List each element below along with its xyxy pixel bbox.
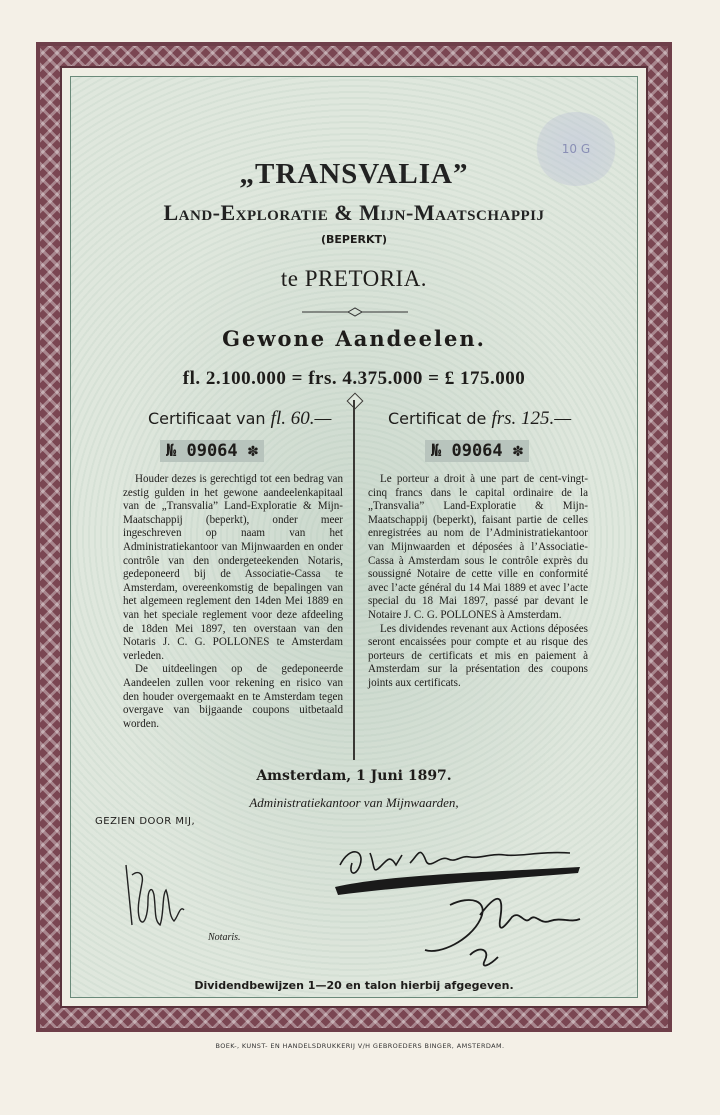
administration-office: Administratiekantoor van Mijnwaarden,	[249, 795, 459, 810]
certificate-number-fr: № 09064 ✽	[425, 440, 529, 462]
certificate-fr-value: frs. 125.—	[491, 408, 572, 429]
column-divider	[353, 400, 355, 760]
certificate-fr	[388, 408, 571, 430]
seen-by-label: GEZIEN DOOR MIJ,	[95, 816, 196, 827]
company-name: „TRANSVALIA”	[239, 158, 469, 190]
tax-stamp-value: 10 G	[561, 142, 591, 156]
ornament-divider	[300, 307, 410, 317]
capital-line: fl. 2.100.000 = frs. 4.375.000 = £ 175.000	[182, 368, 526, 389]
text-fr-paragraph: Les dividendes revenant aux Actions déposées seront encaissées pour compte et au risque des porteurs de certificats et mis en paiement à Amsterdam sur la présentation des coupons joints aux certificats.	[368, 622, 588, 689]
certificate-number-nl: № 09064 ✽	[160, 440, 264, 462]
company-limited: (BEPERKT)	[320, 233, 388, 246]
share-type: Gewone Aandeelen.	[222, 326, 486, 351]
certificate-nl-value: fl. 60.—	[270, 408, 332, 429]
text-column-fr	[368, 473, 588, 691]
text-nl-paragraph: Houder dezes is gerechtigd tot een bedrag van zestig gulden in het gewone aandeelenkapitaal van de „Transvalia” Land-Exploratie & Mijn-Maatschappij (beperkt), onder meer ingeschreven op naam van het Administratiekantoor van Mijnwaarden en onder contrôle van den ondergeteekenden Notaris, gedeponeerd bij de Associatie-Cassa te Amsterdam, overeenkomstig de bepalingen van het algemeen reglement den 14den Mei 1889 en van het speciale reglement voor deze afdeeling de 18den Mei 1897, ten overstaan van den Notaris J. C. G. POLLONES te Amsterdam verleden.	[123, 473, 343, 662]
notary-signature	[118, 855, 198, 935]
text-nl-paragraph: De uitdeelingen op de gedeponeerde Aandeelen zullen voor rekening en risico van den houder overgemaakt en te Amsterdam tegen overgave van bijgaande coupons uitbetaald worden.	[123, 663, 343, 730]
certificate-nl	[148, 408, 331, 430]
text-column-nl	[123, 473, 343, 731]
notary-label: Notaris.	[208, 932, 241, 943]
dividend-note: Dividendbewijzen 1—20 en talon hierbij afgegeven.	[194, 979, 514, 992]
printer-imprint: BOEK-, KUNST- EN HANDELSDRUKKERIJ V/H GEBROEDERS BINGER, AMSTERDAM.	[215, 1042, 505, 1050]
place-date: Amsterdam, 1 Juni 1897.	[256, 768, 452, 784]
certificate-fr-label: Certificat de	[388, 409, 487, 428]
director-signature	[330, 825, 600, 975]
company-seat: te PRETORIA.	[280, 266, 428, 291]
text-fr-paragraph: Le porteur a droit à une part de cent-vingt-cinq francs dans le capital ordinaire de la „Transvalia” Land-Exploratie & Mijn-Maatschappij (beperkt), faisant partie de celles enregistrées au nom de l’Administratiekantoor van Mijnwaarden et déposées à l’Associatie-Cassa à Amsterdam sous le contrôle exprès du soussigné Notaire de cette ville en conformité avec l’acte général du 14 Mai 1889 et avec l’acte special du 18 Mai 1897, passé par devant le Notaire J. C. G. POLLONES à Amsterdam.	[368, 473, 588, 621]
company-subtitle: Land-Exploratie & Mijn-Maatschappij	[163, 200, 545, 225]
certificate-nl-label: Certificaat van	[148, 409, 266, 428]
